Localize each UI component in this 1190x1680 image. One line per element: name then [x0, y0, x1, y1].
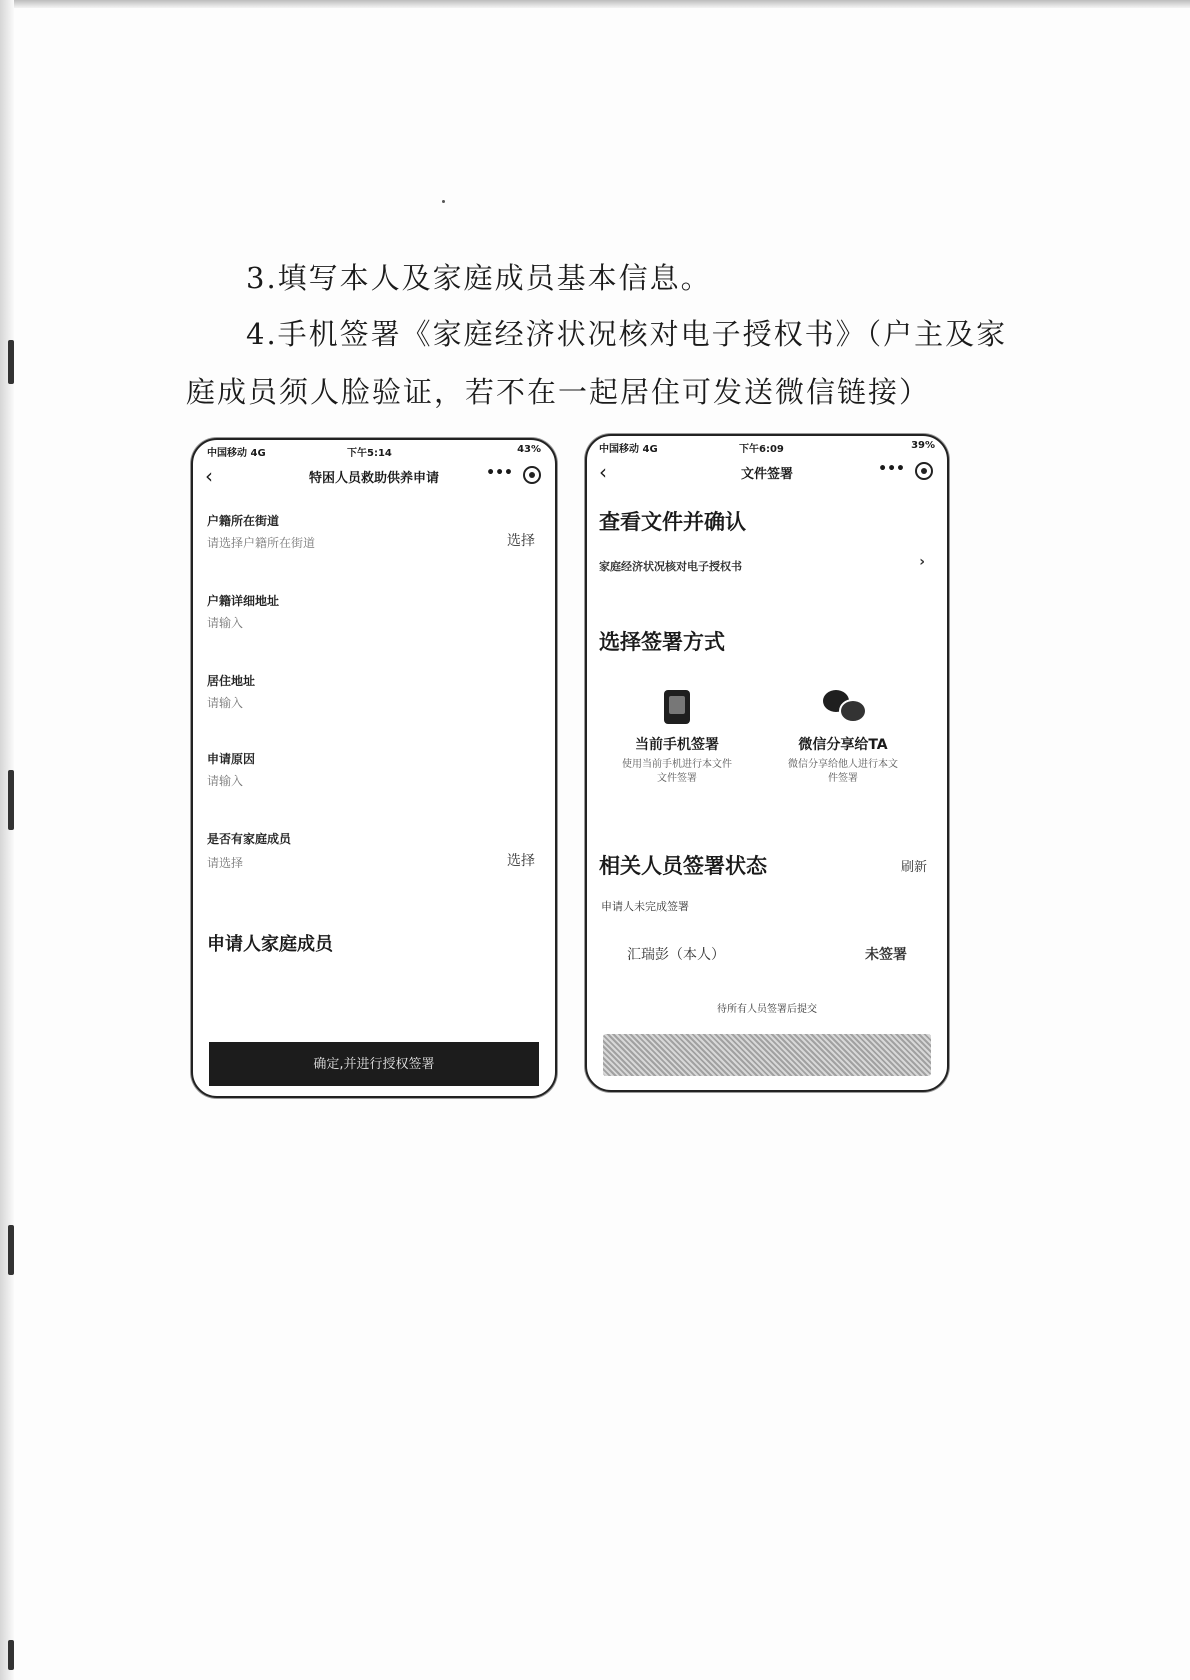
time-text: 下午6:09	[739, 444, 784, 455]
field-input-reason[interactable]: 请输入	[207, 774, 244, 788]
signing-status-heading: 相关人员签署状态	[599, 854, 767, 878]
field-label-street: 户籍所在街道	[207, 514, 280, 528]
carrier-text: 中国移动 4G	[207, 448, 266, 459]
select-street-button[interactable]: 选择	[507, 533, 535, 549]
option-desc: 文件签署	[657, 773, 697, 784]
select-family-button[interactable]: 选择	[507, 853, 535, 869]
option-title: 当前手机签署	[635, 737, 719, 753]
carrier-text: 中国移动 4G	[599, 444, 658, 455]
phone-screenshot-signing	[585, 434, 949, 1092]
option-desc: 使用当前手机进行本文件	[622, 759, 732, 770]
scan-mark	[8, 340, 14, 384]
nav-title: 文件签署	[740, 467, 793, 482]
field-input-address[interactable]: 请输入	[207, 616, 244, 630]
option-share-wechat[interactable]	[763, 690, 923, 786]
option-desc: 微信分享给他人进行本文	[788, 759, 898, 770]
scan-speck	[442, 200, 445, 203]
doc-line-step3: 3.填写本人及家庭成员基本信息。	[246, 261, 712, 295]
scan-mark	[8, 1225, 14, 1275]
confirm-authorize-button[interactable]: 确定,并进行授权签署	[209, 1042, 539, 1086]
footer-note: 待所有人员签署后提交	[717, 1004, 817, 1015]
option-sign-on-phone[interactable]	[597, 690, 757, 786]
field-label-reason: 申请原因	[207, 752, 256, 766]
back-icon[interactable]: ‹	[205, 464, 213, 488]
field-label-family: 是否有家庭成员	[207, 832, 292, 846]
more-icon[interactable]: •••	[878, 461, 905, 477]
view-document-heading: 查看文件并确认	[599, 510, 746, 534]
chevron-right-icon[interactable]: ›	[919, 554, 925, 570]
back-icon[interactable]: ‹	[599, 460, 607, 484]
field-input-residence[interactable]: 请输入	[207, 696, 244, 710]
close-target-icon[interactable]	[523, 466, 541, 484]
phone-screenshot-application	[191, 438, 557, 1098]
more-icon[interactable]: •••	[486, 465, 513, 481]
scan-mark	[8, 770, 14, 830]
option-desc: 件签署	[828, 773, 858, 784]
scan-edge-top	[0, 0, 1190, 8]
family-members-heading: 申请人家庭成员	[207, 934, 333, 955]
doc-line-step4: 4.手机签署《家庭经济状况核对电子授权书》（户主及家	[246, 317, 1008, 351]
signer-status-badge: 未签署	[865, 947, 907, 963]
signing-method-heading: 选择签署方式	[599, 630, 725, 654]
option-title: 微信分享给TA	[798, 737, 888, 753]
nav-bar	[193, 458, 555, 494]
phone-icon	[664, 690, 690, 724]
pending-note: 申请人未完成签署	[601, 900, 689, 913]
scan-mark	[8, 1640, 14, 1670]
battery-text: 39%	[911, 440, 935, 451]
field-value-street[interactable]: 请选择户籍所在街道	[207, 536, 316, 550]
document-link[interactable]: 家庭经济状况核对电子授权书	[599, 560, 742, 573]
doc-line-step4-cont: 庭成员须人脸验证，若不在一起居住可发送微信链接）	[186, 375, 931, 409]
submit-button-blurred[interactable]	[603, 1034, 931, 1076]
field-label-residence: 居住地址	[207, 674, 256, 688]
field-label-address: 户籍详细地址	[207, 594, 280, 608]
time-text: 下午5:14	[347, 448, 392, 459]
wechat-icon	[821, 690, 865, 720]
nav-bar	[587, 454, 947, 490]
battery-text: 43%	[517, 444, 541, 455]
refresh-link[interactable]: 刷新	[900, 860, 927, 875]
field-value-family[interactable]: 请选择	[207, 856, 244, 870]
close-target-icon[interactable]	[915, 462, 933, 480]
nav-title: 特困人员救助供养申请	[308, 471, 439, 486]
scan-edge-left	[0, 0, 14, 1680]
signer-name: 汇瑞彭（本人）	[627, 947, 725, 963]
